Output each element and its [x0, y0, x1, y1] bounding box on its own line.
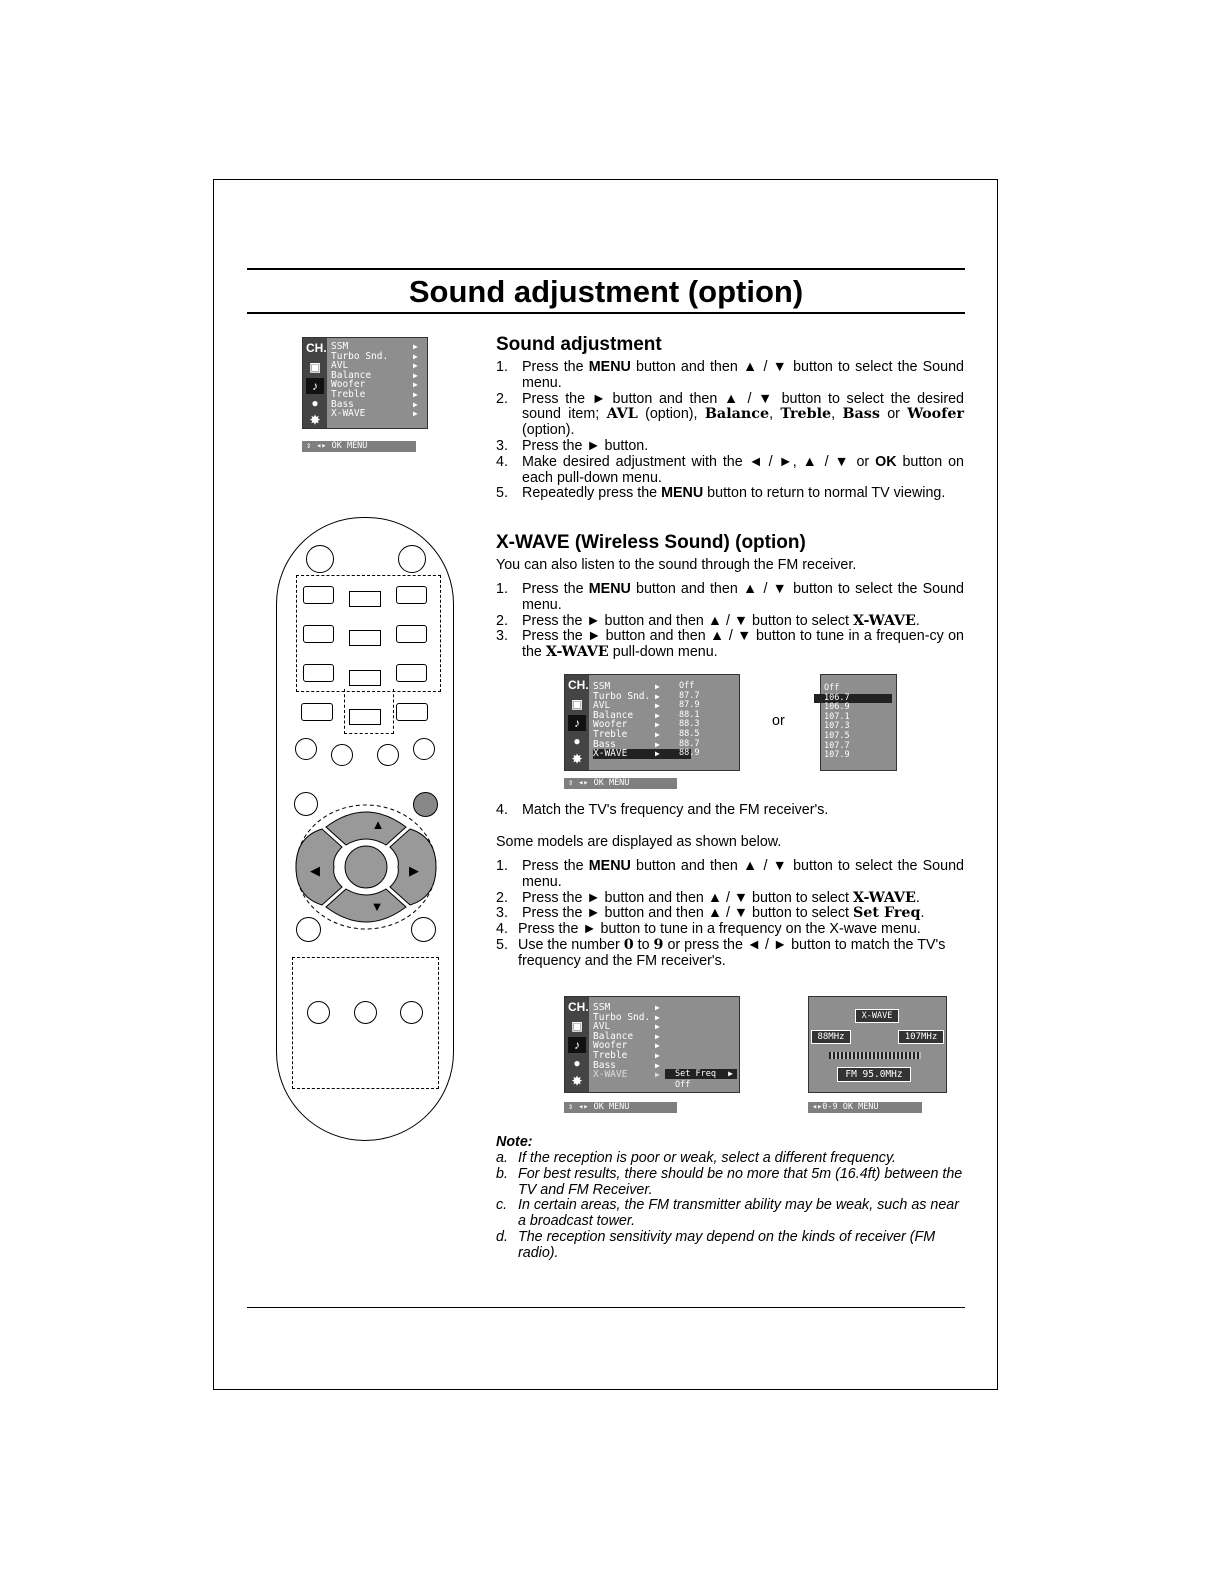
section-heading-xwave: X-WAVE (Wireless Sound) (option): [496, 532, 806, 553]
step: 1. Press the MENU button and then ▲ / ▼ button to select the Sound menu.: [496, 581, 964, 613]
freq-item: 88.3: [679, 719, 700, 730]
setup-icon: ✸: [571, 1074, 583, 1088]
remote-key-qview[interactable]: [396, 703, 428, 721]
osd-item: Turbo Snd. ▶: [593, 690, 660, 702]
osd-xwave-menu: [564, 674, 740, 771]
updown-arrows-icon: ⇕ ◂▸: [306, 441, 332, 451]
leftright-arrows-icon: ◂▸: [812, 1102, 823, 1112]
channel-icon: CH.: [306, 341, 327, 355]
osd-item-selected: X-WAVE ▶: [593, 749, 691, 759]
step: 2. Press the ► button and then ▲ / ▼ button to select X-WAVE.: [496, 889, 920, 906]
osd-item: X-WAVE ▶: [331, 408, 418, 420]
osd-item: AVL ▶: [593, 1021, 660, 1033]
osd-item: Balance ▶: [593, 1030, 660, 1042]
osd-nav-bar: ⇕ ◂▸ OK MENU: [564, 778, 677, 789]
section-heading-sound-adjustment: Sound adjustment: [496, 334, 662, 355]
osd-nav-bar: ⇕ ◂▸ OK MENU: [564, 1102, 677, 1113]
step: 3. Press the ► button.: [496, 437, 649, 454]
title-rule-bottom: [247, 312, 965, 314]
remote-key-6[interactable]: [396, 625, 427, 643]
xwave-current-freq: FM 95.0MHz: [837, 1067, 911, 1082]
sound-icon: ♪: [306, 378, 324, 394]
remote-down-button[interactable]: [326, 889, 406, 922]
remote-up-button[interactable]: [326, 812, 406, 845]
setup-icon: ✸: [309, 413, 321, 427]
clock-icon: ●: [573, 1056, 581, 1070]
osd-item: Bass ▶: [331, 398, 418, 410]
remote-round-button-4[interactable]: [413, 738, 435, 760]
footer-rule: [247, 1307, 965, 1308]
freq-list-b-panel: [820, 674, 897, 771]
step: 5. Repeatedly press the MENU button to return to normal TV viewing.: [496, 485, 946, 502]
remote-key-7[interactable]: [303, 664, 334, 682]
step: 1. Press the MENU button and then ▲ / ▼ button to select the Sound menu.: [496, 858, 964, 890]
section1-steps: [496, 360, 964, 502]
osd-item-list: [593, 1002, 660, 1081]
picture-icon: ▣: [571, 1019, 583, 1033]
freq-item: 88.1: [679, 709, 700, 720]
freq-list-b: [824, 684, 892, 761]
remote-round-button-6[interactable]: [411, 917, 436, 942]
remote-power-left[interactable]: [306, 545, 334, 573]
osd-item: SSM ▶: [593, 1002, 660, 1013]
osd-item-list: [331, 341, 418, 420]
remote-key-2[interactable]: [349, 591, 381, 607]
freq-item: 87.7: [679, 690, 700, 701]
osd-item: Bass ▶: [593, 1059, 660, 1071]
xwave-high-freq: 107MHz: [898, 1030, 944, 1044]
sound-icon: ♪: [568, 715, 586, 731]
section2-steps-b: [496, 859, 964, 970]
up-arrow-icon: ▲: [371, 817, 385, 832]
osd-item: Treble ▶: [331, 388, 418, 400]
xwave-tuning-scale: [829, 1052, 921, 1059]
section2-steps: [496, 582, 964, 661]
remote-key-8[interactable]: [349, 670, 381, 686]
updown-arrows-icon: ⇕ ◂▸: [568, 1102, 594, 1112]
note-item: a. If the reception is poor or weak, select a different frequency.: [496, 1150, 897, 1166]
xwave-tuning-panel: [808, 996, 947, 1093]
step: 2. Press the ► button and then ▲ / ▼ button to select the desired sound item; AVL (option), Balance, Treble, Bass or Woofer (option).: [496, 390, 964, 439]
osd-sound-menu: [302, 337, 428, 429]
step: 4. Press the ► button to tune in a frequency on the X-wave menu.: [496, 921, 921, 938]
osd-item: SSM ▶: [593, 681, 660, 692]
section2-step4: [496, 803, 964, 819]
section2-intro: You can also listen to the sound through the FM receiver.: [496, 557, 857, 573]
osd-item-list: [593, 682, 691, 759]
freq-item: 88.7: [679, 738, 700, 749]
submenu-set-freq: Set Freq ▶: [665, 1069, 737, 1079]
picture-icon: ▣: [571, 697, 583, 711]
osd-item: AVL ▶: [331, 360, 418, 372]
freq-item: 107.1: [824, 711, 850, 722]
setup-icon: ✸: [571, 752, 583, 766]
osd-item: X-WAVE ▶: [593, 1069, 660, 1081]
osd-item: Woofer ▶: [331, 379, 418, 391]
right-arrow-icon: ▶: [409, 863, 419, 878]
osd-item: Treble ▶: [593, 728, 660, 740]
xwave-low-freq: 88MHz: [811, 1030, 851, 1044]
remote-key-0[interactable]: [349, 709, 381, 725]
osd-item: Bass ▶: [593, 738, 660, 750]
remote-round-button-1[interactable]: [295, 738, 317, 760]
title-rule-top: [247, 268, 965, 270]
osd-item: Woofer ▶: [593, 1040, 660, 1052]
osd-item: Balance ▶: [593, 709, 660, 721]
freq-item: 106.9: [824, 702, 850, 713]
remote-round-button-8[interactable]: [354, 1001, 377, 1024]
freq-item: 107.7: [824, 740, 850, 751]
note-item: c. In certain areas, the FM transmitter ability may be weak, such as near a broadcast tower.: [496, 1197, 960, 1230]
remote-dpad: [288, 795, 444, 935]
models-note: Some models are displayed as shown below.: [496, 834, 782, 850]
note-list: [496, 1151, 964, 1262]
osd-setfreq-menu: [564, 996, 740, 1093]
sound-icon: ♪: [568, 1037, 586, 1053]
freq-item: 87.9: [679, 700, 700, 711]
remote-key-9[interactable]: [396, 664, 427, 682]
clock-icon: ●: [311, 396, 319, 410]
remote-round-button-2[interactable]: [331, 744, 353, 766]
note-item: b. For best results, there should be no more that 5m (16.4ft) between the TV and FM Receiver.: [496, 1165, 963, 1198]
clock-icon: ●: [573, 734, 581, 748]
remote-key-3[interactable]: [396, 586, 427, 604]
osd-item: SSM ▶: [331, 341, 418, 352]
remote-round-button-9[interactable]: [400, 1001, 423, 1024]
osd-item: Woofer ▶: [593, 719, 660, 731]
osd-item: Treble ▶: [593, 1049, 660, 1061]
note-heading: Note:: [496, 1134, 533, 1150]
page-title: Sound adjustment (option): [408, 274, 804, 309]
remote-key-5[interactable]: [349, 630, 381, 646]
osd-item: Balance ▶: [331, 369, 418, 381]
freq-item: 107.9: [824, 750, 850, 761]
xwave-panel-title: X-WAVE: [855, 1009, 899, 1023]
step: 1. Press the MENU button and then ▲ / ▼ button to select the Sound menu.: [496, 359, 964, 391]
step: 3. Press the ► button and then ▲ / ▼ button to tune in a frequen-cy on the X-WAVE pull-down menu.: [496, 628, 964, 661]
down-arrow-icon: ▼: [370, 899, 384, 914]
step: 2. Press the ► button and then ▲ / ▼ button to select X-WAVE.: [496, 612, 920, 629]
remote-round-button-5[interactable]: [296, 917, 321, 942]
channel-icon: CH.: [568, 1000, 589, 1014]
osd-item: Turbo Snd. ▶: [593, 1011, 660, 1023]
freq-item: 88.5: [679, 728, 700, 739]
osd-nav-bar: ⇕ ◂▸ OK MENU: [302, 441, 416, 452]
freq-item: 107.5: [824, 730, 850, 741]
channel-icon: CH.: [568, 678, 589, 692]
step: 4. Match the TV's frequency and the FM receiver's.: [496, 802, 829, 818]
freq-item: Off: [824, 683, 840, 693]
updown-arrows-icon: ⇕ ◂▸: [568, 778, 594, 788]
osd-nav-bar-digits: ◂▸0-9 OK MENU: [808, 1102, 922, 1113]
freq-item-selected: 106.7: [814, 694, 892, 704]
freq-item: 88.9: [679, 748, 700, 759]
step: 5. Use the number 0 to 9 or press the ◄ / ► button to match the TV's frequency and the FM receiver's.: [496, 936, 946, 969]
note-item: d. The reception sensitivity may depend on the kinds of receiver (FM radio).: [496, 1228, 936, 1261]
remote-key-list[interactable]: [301, 703, 333, 721]
remote-round-button-7[interactable]: [307, 1001, 330, 1024]
submenu-off: Off: [675, 1080, 691, 1090]
remote-ok-button[interactable]: [345, 846, 387, 888]
freq-item: Off: [679, 681, 695, 691]
step: 3. Press the ► button and then ▲ / ▼ button to select Set Freq.: [496, 905, 925, 922]
remote-round-button-3[interactable]: [377, 744, 399, 766]
or-label: or: [772, 713, 785, 729]
step: 4. Make desired adjustment with the ◄ / ►, ▲ / ▼ or OK button on each pull-down menu.: [496, 453, 964, 486]
left-arrow-icon: ◀: [310, 863, 320, 878]
freq-item: 107.3: [824, 721, 850, 732]
picture-icon: ▣: [309, 360, 321, 374]
remote-key-4[interactable]: [303, 625, 334, 643]
remote-power-right[interactable]: [398, 545, 426, 573]
osd-item: Turbo Snd. ▶: [331, 350, 418, 362]
osd-item: AVL ▶: [593, 700, 660, 712]
freq-list-a: [679, 682, 699, 759]
remote-key-1[interactable]: [303, 586, 334, 604]
